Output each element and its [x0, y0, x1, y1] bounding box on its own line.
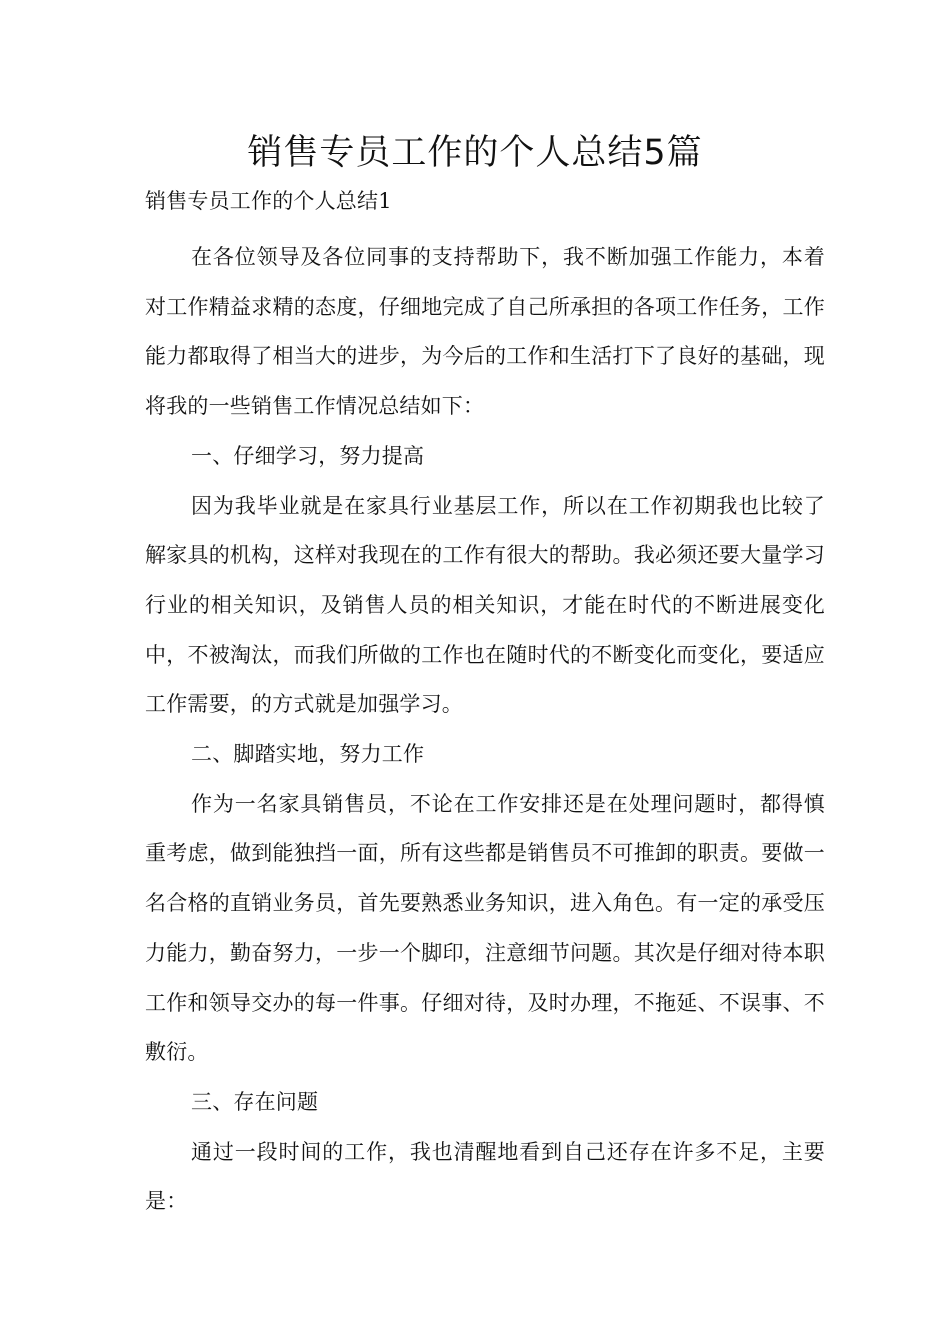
- heading-work: 二、脚踏实地，努力工作: [191, 742, 425, 767]
- paragraph-problems: 通过一段时间的工作，我也清醒地看到自己还存在许多不足，主要是：: [145, 1139, 825, 1214]
- section-subtitle: 销售专员工作的个人总结1: [145, 189, 392, 213]
- document-title: 销售专员工作的个人总结5篇: [247, 133, 703, 173]
- heading-study: 一、仔细学习，努力提高: [191, 443, 425, 468]
- document-body: [145, 185, 825, 1227]
- paragraph-study: 因为我毕业就是在家具行业基层工作，所以在工作初期我也比较了解家具的机构，这样对我现在的工作有很大的帮助。我必须还要大量学习行业的相关知识，及销售人员的相关知识，才能在时代的不断进展变化中，不被淘汰，而我们所做的工作也在随时代的不断变化而变化，要适应工作需要，的方式就是加强学习。: [145, 493, 825, 717]
- paragraph-work: 作为一名家具销售员，不论在工作安排还是在处理问题时，都得慎重考虑，做到能独挡一面，所有这些都是销售员不可推卸的职责。要做一名合格的直销业务员，首先要熟悉业务知识，进入角色。有一定的承受压力能力，勤奋努力，一步一个脚印，注意细节问题。其次是仔细对待本职工作和领导交办的每一件事。仔细对待，及时办理，不拖延、不误事、不敷衍。: [145, 791, 825, 1065]
- paragraph-intro: 在各位领导及各位同事的支持帮助下，我不断加强工作能力，本着对工作精益求精的态度，仔细地完成了自己所承担的各项工作任务，工作能力都取得了相当大的进步，为今后的工作和生活打下了良好的基础，现将我的一些销售工作情况总结如下：: [145, 245, 825, 419]
- heading-problems: 三、存在问题: [191, 1089, 319, 1114]
